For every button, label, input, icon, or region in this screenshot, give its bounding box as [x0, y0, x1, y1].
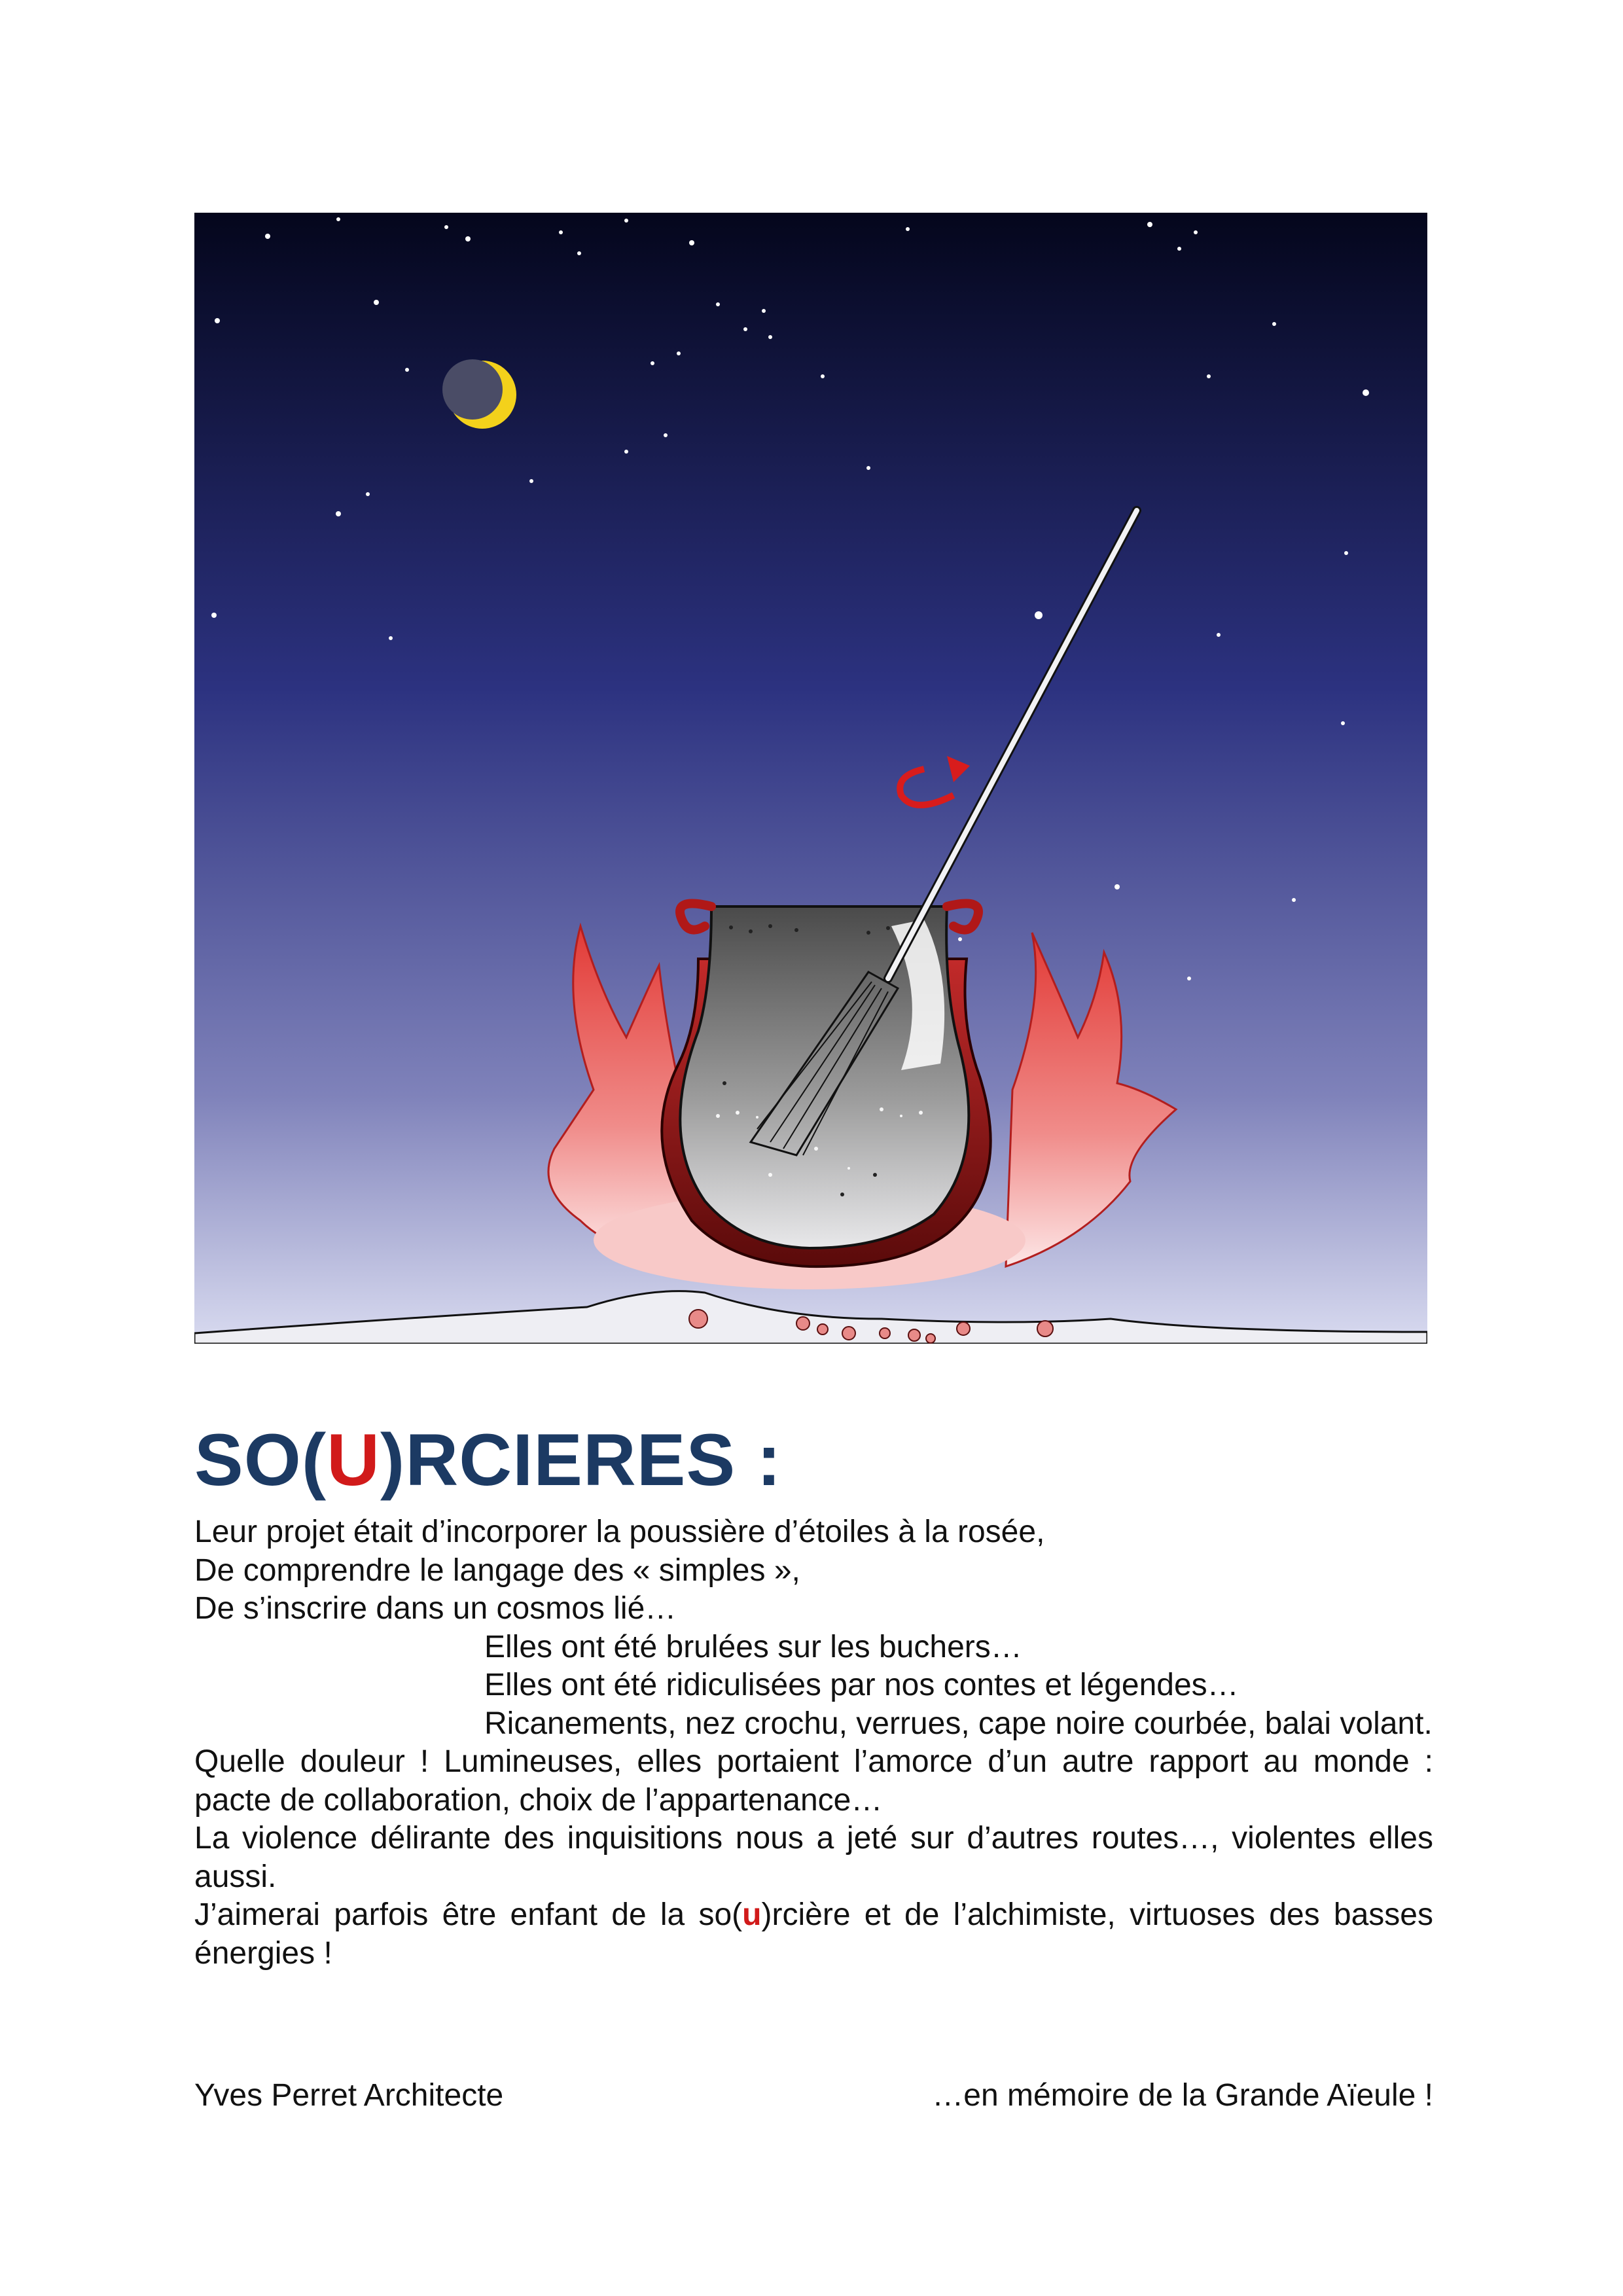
- poem-line: Leur projet était d’incorporer la poussière d’étoiles à la rosée,: [194, 1515, 1045, 1549]
- cauldron: [662, 904, 990, 1267]
- poem-paragraph: La violence délirante des inquisitions nous a jeté sur d’autres routes…, violentes elles aussi.: [194, 1821, 1433, 1894]
- para3-before: J’aimerai parfois être enfant de la so(: [194, 1897, 743, 1932]
- dedication: …en mémoire de la Grande Aïeule !: [932, 2078, 1433, 2113]
- title-highlight: U: [327, 1419, 381, 1501]
- poem-paragraph: [194, 1896, 1433, 1973]
- poem-indented-line: Elles ont été brulées sur les buchers…: [484, 1629, 1022, 1664]
- footer: [194, 2077, 1433, 2113]
- cauldron-illustration: [194, 213, 1427, 1344]
- poem-indented-line: Ricanements, nez crochu, verrues, cape noire courbée, balai volant.: [484, 1706, 1433, 1741]
- poem-indented-line: Elles ont été ridiculisées par nos contes et légendes…: [484, 1668, 1239, 1702]
- para3-highlight: u: [742, 1897, 762, 1932]
- title-before: SO(: [194, 1419, 327, 1501]
- poem-line: De s’inscrire dans un cosmos lié…: [194, 1591, 677, 1626]
- night-scene: [194, 213, 1427, 1344]
- poem-paragraph: Quelle douleur ! Lumineuses, elles portaient l’amorce d’un autre rapport au monde : pacte de collaboration, choix de l’appartenance…: [194, 1744, 1433, 1818]
- author: Yves Perret Architecte: [194, 2078, 504, 2113]
- title-after: )RCIERES :: [380, 1419, 782, 1501]
- para3-after: )rcière et de l’alchimiste, virtuoses des basses énergies !: [194, 1897, 1433, 1971]
- poem-line: De comprendre le langage des « simples »,: [194, 1552, 800, 1588]
- page-title: [194, 1419, 782, 1501]
- poem: [194, 1513, 1433, 1973]
